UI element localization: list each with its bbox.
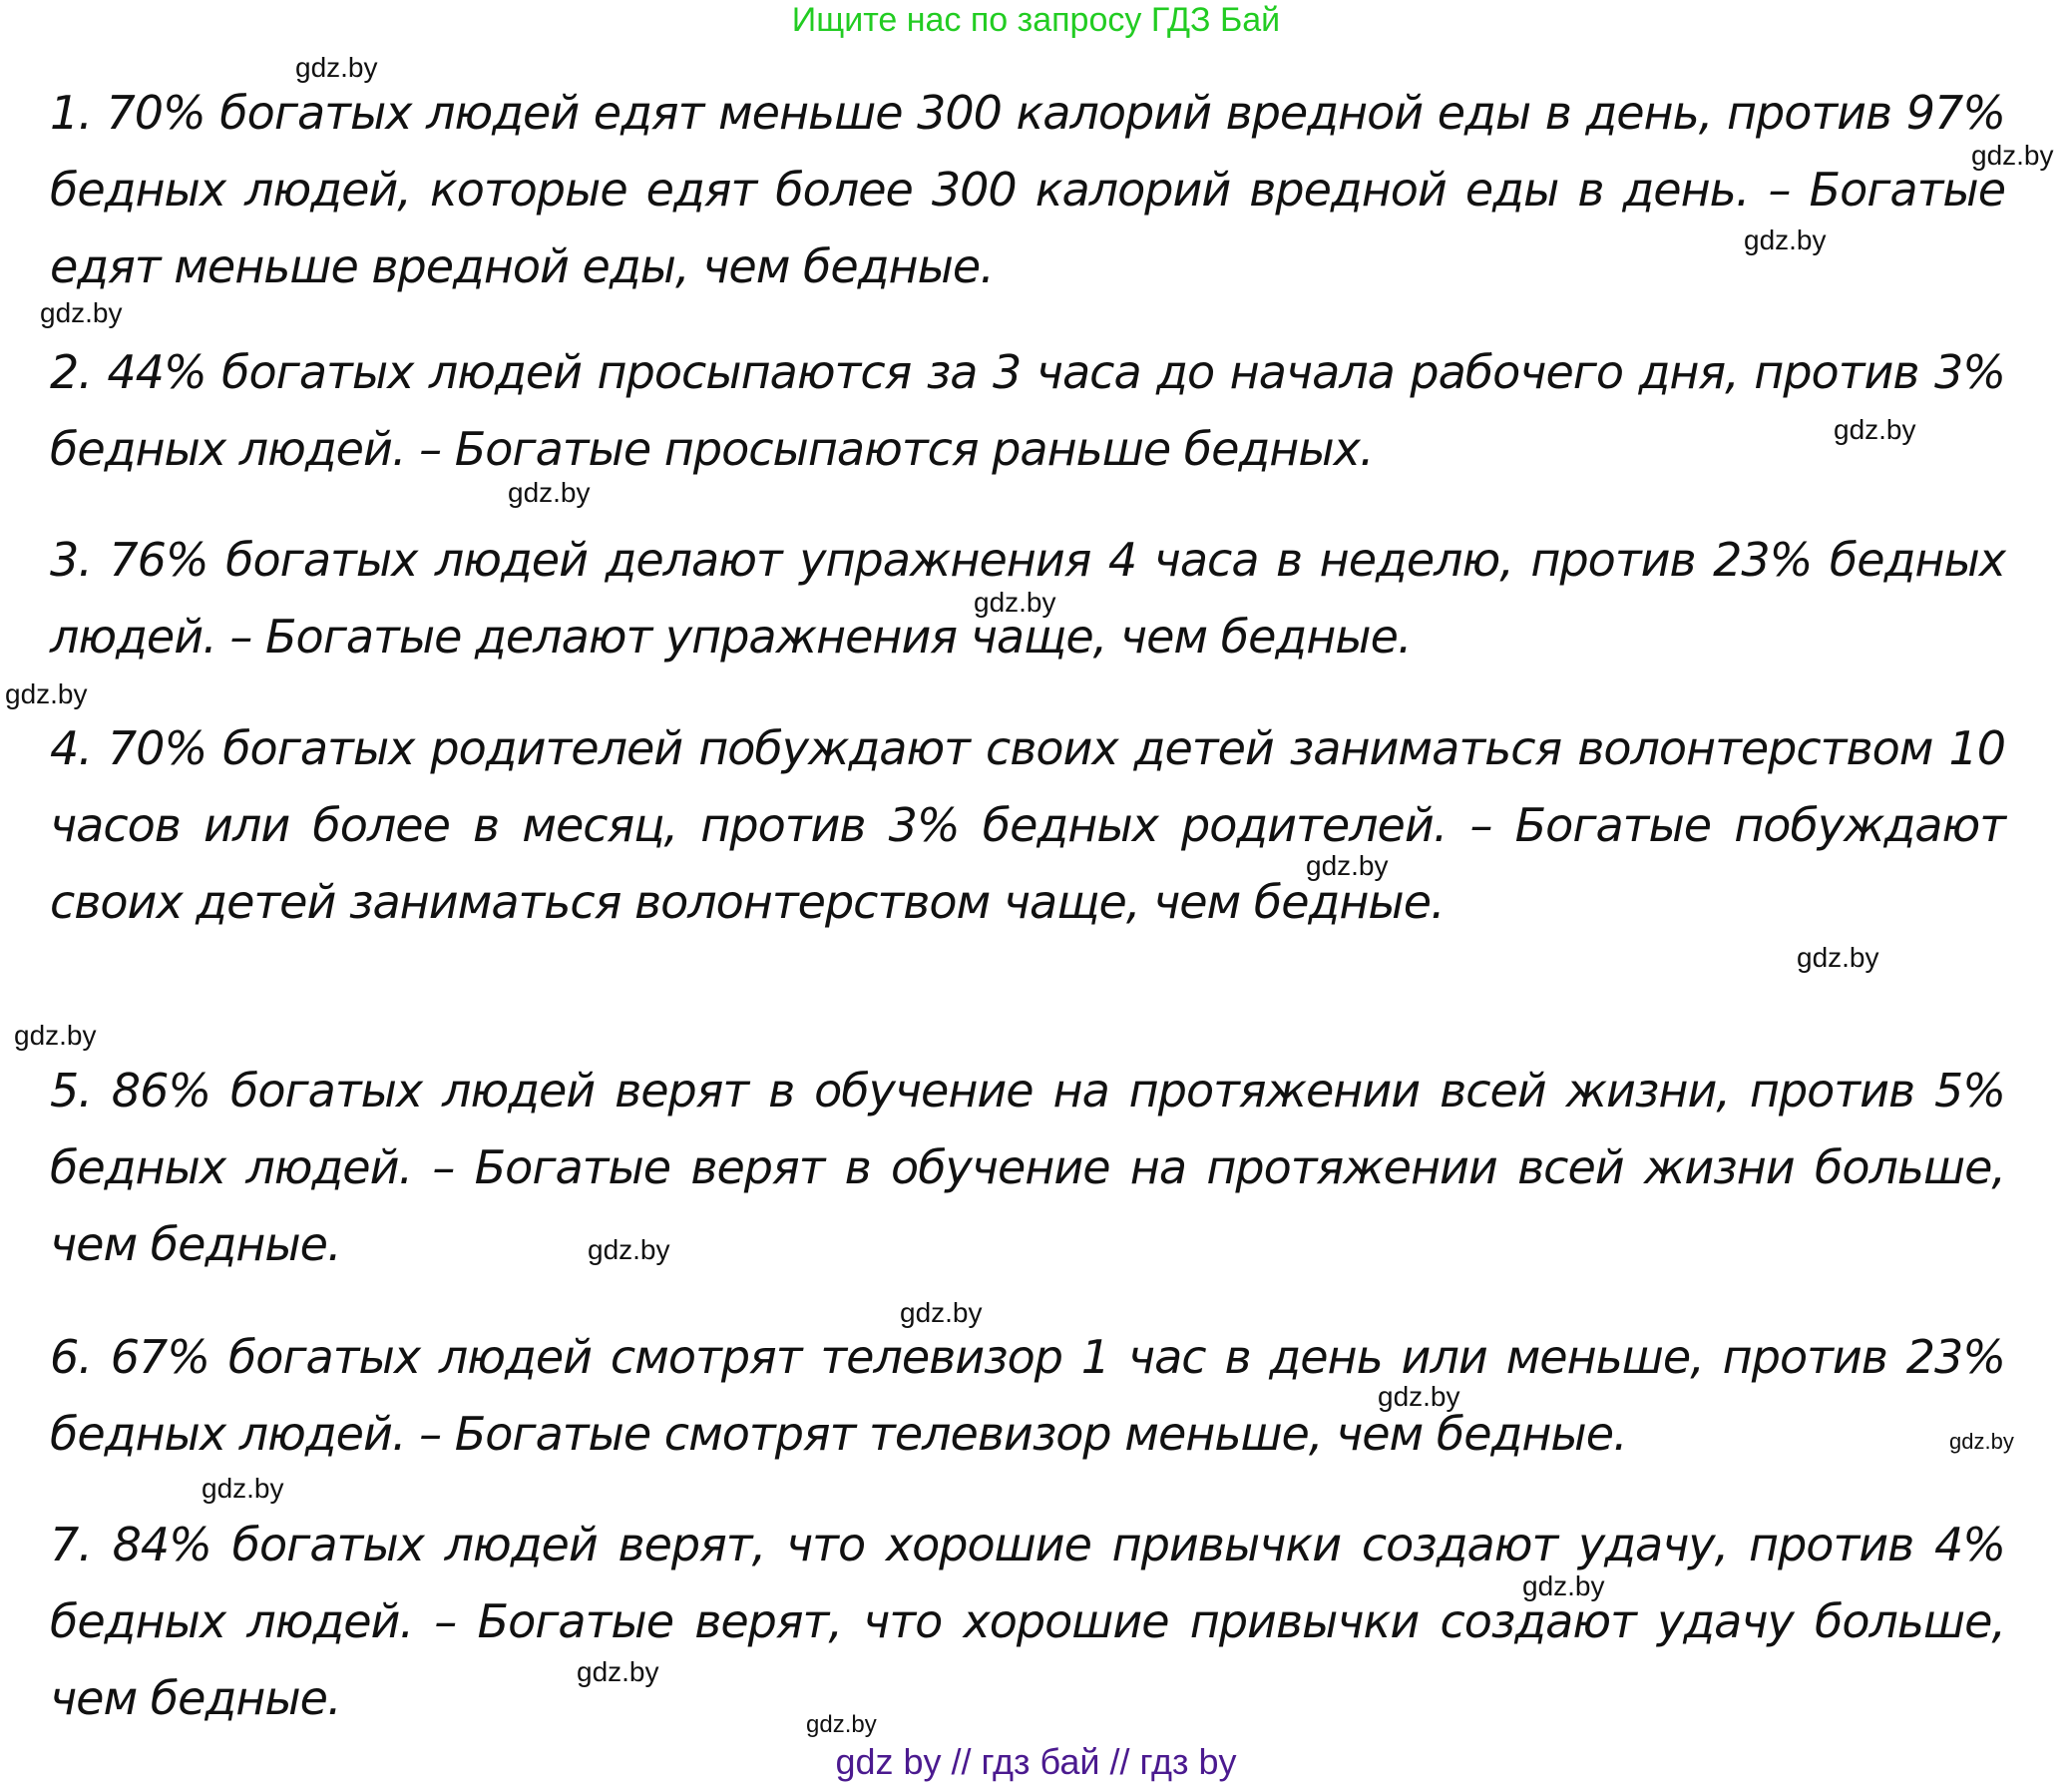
paragraph-1: 1. 70% богатых людей едят меньше 300 калорий вредной еды в день, против 97% бедных людей, которые едят более 300 калорий вредной еды в день. – Богатые едят меньше вредной еды, чем бедные. — [50, 86, 2005, 293]
watermark: gdz.by — [1744, 224, 1827, 255]
footer-links: gdz by // гдз бай // гдз by — [835, 1741, 1237, 1782]
watermark: gdz.by — [588, 1234, 670, 1265]
watermark: gdz.by — [974, 587, 1056, 618]
watermark: gdz.by — [1522, 1570, 1605, 1601]
watermark: gdz.by — [900, 1297, 983, 1328]
watermark: gdz.by — [1834, 414, 1916, 445]
paragraph-5: 5. 86% богатых людей верят в обучение на протяжении всей жизни, против 5% бедных людей. – Богатые верят в обучение на протяжении всей жизни больше, чем бедные. — [50, 1064, 2005, 1271]
paragraph-2: 2. 44% богатых людей просыпаются за 3 часа до начала рабочего дня, против 3% бедных людей. – Богатые просыпаются раньше бедных. — [50, 345, 2005, 476]
paragraph-7: 7. 84% богатых людей верят, что хорошие привычки создают удачу, против 4% бедных людей. – Богатые верят, что хорошие привычки создают удачу больше, чем бедные. — [50, 1518, 2005, 1725]
watermark: gdz.by — [14, 1020, 97, 1051]
watermark: gdz.by — [40, 297, 123, 328]
header-banner: Ищите нас по запросу ГДЗ Бай — [791, 1, 1281, 39]
watermark: gdz.by — [1971, 140, 2054, 171]
watermark: gdz.by — [1797, 942, 1879, 973]
watermark: gdz.by — [5, 678, 88, 709]
watermark: gdz.by — [1306, 850, 1389, 881]
watermark: gdz.by — [508, 477, 591, 508]
paragraph-3: 3. 76% богатых людей делают упражнения 4 часа в неделю, против 23% бедных людей. – Богатые делают упражнения чаще, чем бедные. — [50, 533, 2005, 664]
watermark: gdz.by — [1378, 1381, 1460, 1412]
watermark: gdz.by — [577, 1656, 659, 1687]
watermark: gdz.by — [202, 1473, 284, 1504]
watermark: gdz.by — [295, 52, 378, 83]
watermark: gdz.by — [1949, 1429, 2014, 1454]
paragraph-6: 6. 67% богатых людей смотрят телевизор 1 час в день или меньше, против 23% бедных людей. – Богатые смотрят телевизор меньше, чем бедные. — [50, 1330, 2005, 1461]
paragraph-4: 4. 70% богатых родителей побуждают своих детей заниматься волонтерством 10 часов или более в месяц, против 3% бедных родителей. – Богатые побуждают своих детей заниматься волонтерством чаще, чем бедные. — [50, 721, 2005, 929]
watermark: gdz.by — [806, 1711, 877, 1738]
